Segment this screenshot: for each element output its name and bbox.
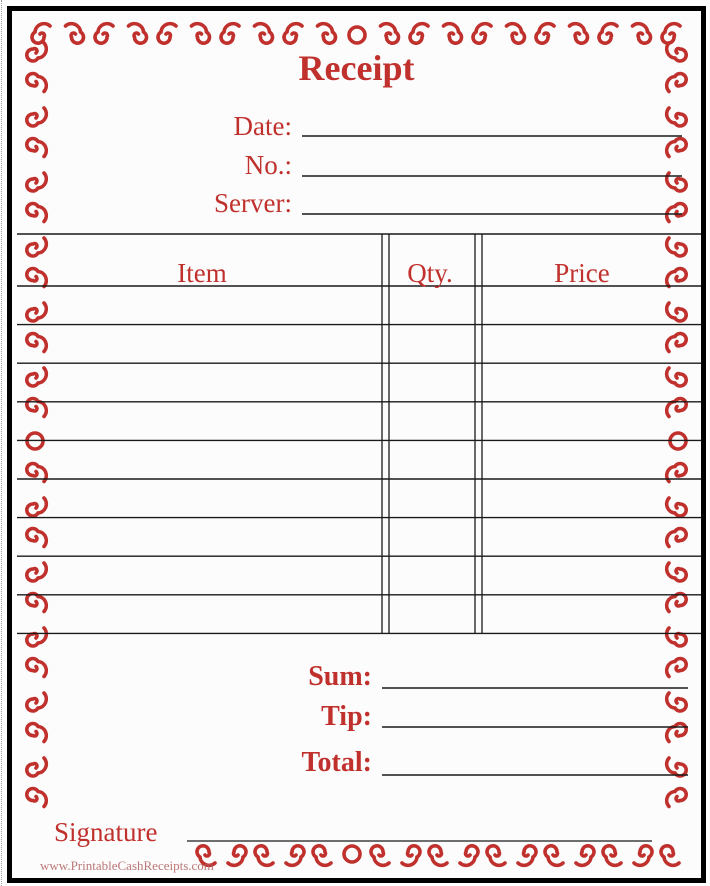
swirl-icon — [667, 139, 687, 157]
swirl-icon — [27, 529, 47, 547]
number-label: No.: — [244, 150, 292, 180]
swirl-icon — [576, 846, 594, 866]
column-header-qty: Qty. — [407, 258, 453, 288]
swirl-icon — [667, 334, 687, 352]
swirl-icon — [667, 789, 687, 807]
swirl-icon — [313, 846, 331, 866]
date-label: Date: — [233, 111, 292, 141]
swirl-icon — [667, 659, 687, 677]
swirl-icon — [381, 24, 399, 44]
swirl-icon — [27, 789, 47, 807]
swirl-icon — [667, 238, 687, 256]
swirl-icon — [129, 24, 147, 44]
swirl-icon — [634, 846, 652, 866]
website-watermark: www.PrintableCashReceipts.com — [40, 858, 214, 873]
ring-ornament-icon — [344, 846, 360, 862]
swirl-icon — [444, 24, 462, 44]
tip-label: Tip: — [321, 701, 372, 732]
swirl-icon — [27, 594, 47, 612]
swirl-icon — [27, 334, 47, 352]
swirl-icon — [371, 846, 389, 866]
swirl-icon — [255, 846, 273, 866]
swirl-icon — [221, 24, 239, 44]
swirl-icon — [27, 498, 47, 516]
swirl-icon — [667, 628, 687, 646]
ring-ornament-icon — [349, 27, 365, 43]
swirl-icon — [27, 139, 47, 157]
receipt-title: Receipt — [298, 48, 415, 88]
swirl-icon — [667, 108, 687, 126]
sum-label: Sum: — [308, 661, 372, 692]
swirl-icon — [667, 529, 687, 547]
swirl-icon — [667, 693, 687, 711]
total-label: Total: — [301, 747, 372, 778]
swirl-icon — [158, 24, 176, 44]
swirl-icon — [27, 758, 47, 776]
swirl-icon — [27, 204, 47, 222]
swirl-icon — [599, 24, 617, 44]
swirl-icon — [32, 24, 50, 44]
swirl-icon — [410, 24, 428, 44]
swirl-icon — [667, 563, 687, 581]
swirl-icon — [667, 368, 687, 386]
column-header-item: Item — [177, 258, 227, 288]
swirl-icon — [667, 498, 687, 516]
swirl-icon — [27, 303, 47, 321]
swirl-icon — [460, 846, 478, 866]
swirl-icon — [318, 24, 336, 44]
swirl-icon — [95, 24, 113, 44]
swirl-icon — [603, 846, 621, 866]
column-header-price: Price — [554, 258, 610, 288]
swirl-icon — [27, 693, 47, 711]
swirl-icon — [192, 24, 210, 44]
swirl-icon — [487, 846, 505, 866]
swirl-icon — [667, 758, 687, 776]
swirl-icon — [667, 204, 687, 222]
swirl-icon — [255, 24, 273, 44]
swirl-icon — [27, 724, 47, 742]
swirl-icon — [667, 303, 687, 321]
swirl-icon — [286, 846, 304, 866]
swirl-icon — [27, 269, 47, 287]
swirl-icon — [27, 108, 47, 126]
swirl-icon — [27, 628, 47, 646]
signature-label: Signature — [54, 817, 158, 847]
swirl-icon — [667, 594, 687, 612]
server-label: Server: — [214, 188, 292, 218]
swirl-icon — [228, 846, 246, 866]
swirl-icon — [473, 24, 491, 44]
swirl-icon — [667, 724, 687, 742]
swirl-icon — [27, 659, 47, 677]
left-dotted-guide — [1, 0, 2, 886]
swirl-icon — [662, 24, 680, 44]
swirl-icon — [429, 846, 447, 866]
swirl-icon — [27, 173, 47, 191]
swirl-icon — [633, 24, 651, 44]
swirl-icon — [402, 846, 420, 866]
swirl-icon — [27, 368, 47, 386]
receipt-frame — [7, 6, 706, 883]
swirl-icon — [518, 846, 536, 866]
swirl-icon — [661, 846, 679, 866]
swirl-icon — [27, 563, 47, 581]
swirl-icon — [66, 24, 84, 44]
swirl-icon — [27, 238, 47, 256]
swirl-icon — [570, 24, 588, 44]
swirl-icon — [545, 846, 563, 866]
swirl-icon — [536, 24, 554, 44]
swirl-icon — [507, 24, 525, 44]
swirl-icon — [284, 24, 302, 44]
